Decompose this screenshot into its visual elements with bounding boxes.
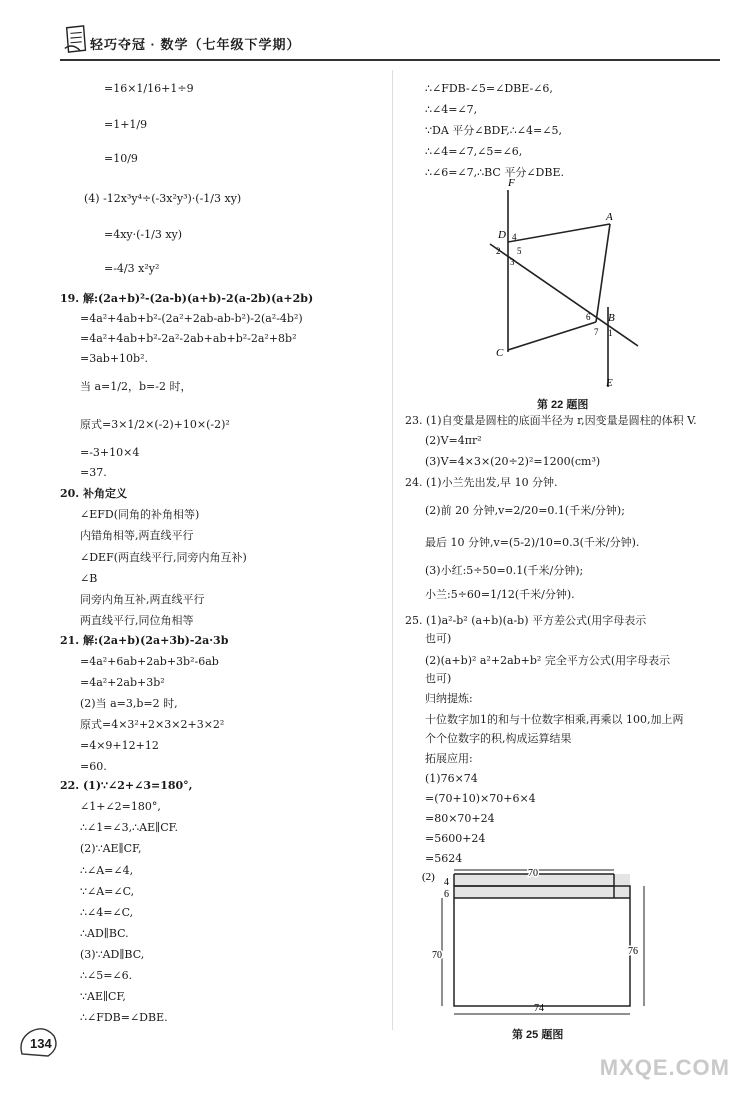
text-line: (2)(a+b)² a²+2ab+b² 完全平方公式(用字母表示 [425, 654, 671, 667]
text-line: =4xy·(-1/3 xy) [104, 228, 183, 241]
text-line: ∴AD∥BC. [80, 927, 129, 940]
text-line: 个个位数字的积,构成运算结果 [425, 732, 572, 745]
header-divider [60, 59, 720, 61]
text-line: =60. [80, 760, 107, 773]
text-line: ∴∠FDB-∠5=∠DBE-∠6, [425, 82, 553, 95]
figure-25-diagram [420, 866, 660, 1021]
header-logo-icon [62, 24, 92, 54]
text-line: ∠DEF(两直线平行,同旁内角互补) [80, 551, 247, 564]
text-line: 十位数字加1的和与十位数字相乘,再乘以 100,加上两 [425, 713, 684, 726]
text-line: =-3+10×4 [80, 446, 140, 459]
page-header-title: 轻巧夺冠 · 数学（七年级下学期） [90, 37, 301, 52]
text-line: ∴∠5=∠6. [80, 969, 133, 982]
fig25-label-76: 76 [628, 946, 638, 957]
question-23: 23. (1)自变量是圆柱的底面半径为 r,因变量是圆柱的体积 V. [405, 414, 697, 427]
question-21: 21. 解:(2a+b)(2a+3b)-2a·3b [60, 634, 229, 647]
text-line: (4) -12x³y⁴÷(-3x²y³)·(-1/3 xy) [84, 192, 242, 205]
fig22-label-F: F [508, 177, 515, 189]
text-line: (3)V=4×3×(20÷2)²=1200(cm³) [425, 455, 601, 468]
text-line: ∠B [80, 572, 98, 585]
text-line: =4a²+2ab+3b² [80, 676, 165, 689]
text-line: =1+1/9 [104, 118, 148, 131]
text-line: ∴∠4=∠7,∠5=∠6, [425, 145, 523, 158]
question-20: 20. 补角定义 [60, 487, 127, 500]
text-line: ∴∠6=∠7,∴BC 平分∠DBE. [425, 166, 564, 179]
fig22-label-6: 6 [586, 312, 591, 322]
text-line: ∴∠4=∠7, [425, 103, 478, 116]
text-line: =(70+10)×70+6×4 [425, 792, 536, 805]
fig22-label-E: E [606, 377, 613, 389]
text-line: (2)前 20 分钟,v=2/20=0.1(千米/分钟); [425, 504, 625, 517]
fig22-label-C: C [496, 347, 504, 359]
fig22-label-1: 1 [608, 328, 613, 338]
fig22-label-4: 4 [512, 232, 517, 242]
text-line: ∴∠4=∠C, [80, 906, 134, 919]
text-line: ∠1+∠2=180°, [80, 800, 161, 813]
text-line: =5600+24 [425, 832, 486, 845]
text-line: 也可) [425, 632, 452, 645]
fig25-label-74: 74 [534, 1003, 544, 1014]
text-line: ∴∠FDB=∠DBE. [80, 1011, 168, 1024]
column-divider [392, 70, 393, 1030]
text-line: =-4/3 x²y² [104, 262, 160, 275]
text-line: 小兰:5÷60=1/12(千米/分钟). [425, 588, 575, 601]
fig22-label-B: B [608, 312, 615, 324]
watermark-text: MXQE.COM [599, 1055, 730, 1080]
text-line: 最后 10 分钟,v=(5-2)/10=0.3(千米/分钟). [425, 536, 640, 549]
text-line: (3)∵AD∥BC, [80, 948, 145, 961]
text-line: 两直线平行,同位角相等 [80, 614, 194, 627]
text-line: ∠EFD(同角的补角相等) [80, 508, 200, 521]
fig22-label-D: D [498, 229, 506, 241]
figure-25-caption: 第 25 题图 [512, 1029, 564, 1041]
text-line: 归纳提炼: [425, 692, 473, 705]
text-line: ∵DA 平分∠BDF,∴∠4=∠5, [425, 124, 562, 137]
question-22: 22. (1)∵∠2+∠3=180°, [60, 779, 193, 792]
text-line: ∵AE∥CF, [80, 990, 126, 1003]
text-line: =4a²+4ab+b²-(2a²+2ab-ab-b²)-2(a²-4b²) [80, 312, 303, 325]
fig22-label-3: 3 [510, 257, 515, 267]
text-line: =5624 [425, 852, 463, 865]
figure-22-caption: 第 22 题图 [537, 399, 589, 411]
text-line: =3ab+10b². [80, 352, 148, 365]
fig25-label-70-top: 70 [528, 868, 538, 879]
text-line: ∵∠A=∠C, [80, 885, 135, 898]
text-line: =4×9+12+12 [80, 739, 159, 752]
text-line: =10/9 [104, 152, 138, 165]
page-number: 134 [30, 1036, 52, 1051]
text-line: 原式=4×3²+2×3×2+3×2² [80, 718, 225, 731]
text-line: 当 a=1/2，b=-2 时， [80, 380, 192, 393]
fig22-label-5: 5 [517, 246, 522, 256]
text-line: (2)V=4πr² [425, 434, 482, 447]
text-line: 同旁内角互补,两直线平行 [80, 593, 205, 606]
text-line: ∴∠1=∠3,∴AE∥CF. [80, 821, 179, 834]
text-line: (3)小红:5÷50=0.1(千米/分钟); [425, 564, 584, 577]
text-line: =37. [80, 466, 107, 479]
text-line: ∴∠A=∠4, [80, 864, 134, 877]
fig25-label-6: 6 [444, 889, 449, 900]
text-line: (1)76×74 [425, 772, 478, 785]
text-line: =16×1/16+1÷9 [104, 82, 194, 95]
text-line: =80×70+24 [425, 812, 495, 825]
fig22-label-A: A [606, 211, 613, 223]
fig25-label-4: 4 [444, 877, 449, 888]
text-line: 拓展应用: [425, 752, 473, 765]
fig25-label-70-left: 70 [432, 950, 442, 961]
question-25: 25. (1)a²-b² (a+b)(a-b) 平方差公式(用字母表示 [405, 614, 647, 627]
text-line: 也可) [425, 672, 452, 685]
text-line: =4a²+6ab+2ab+3b²-6ab [80, 655, 219, 668]
fig22-label-7: 7 [594, 327, 599, 337]
question-24: 24. (1)小兰先出发,早 10 分钟. [405, 476, 558, 489]
fig22-label-2: 2 [496, 246, 501, 256]
text-line: 原式=3×1/2×(-2)+10×(-2)² [80, 418, 230, 431]
question-19: 19. 解:(2a+b)²-(2a-b)(a+b)-2(a-2b)(a+2b) [60, 292, 314, 305]
text-line: =4a²+4ab+b²-2a²-2ab+ab+b²-2a²+8b² [80, 332, 297, 345]
figure-22-diagram [400, 172, 660, 392]
text-line: (2)∵AE∥CF, [80, 842, 142, 855]
text-line: 内错角相等,两直线平行 [80, 529, 194, 542]
fig25-part-label: (2) [422, 871, 435, 883]
text-line: (2)当 a=3,b=2 时, [80, 697, 178, 710]
